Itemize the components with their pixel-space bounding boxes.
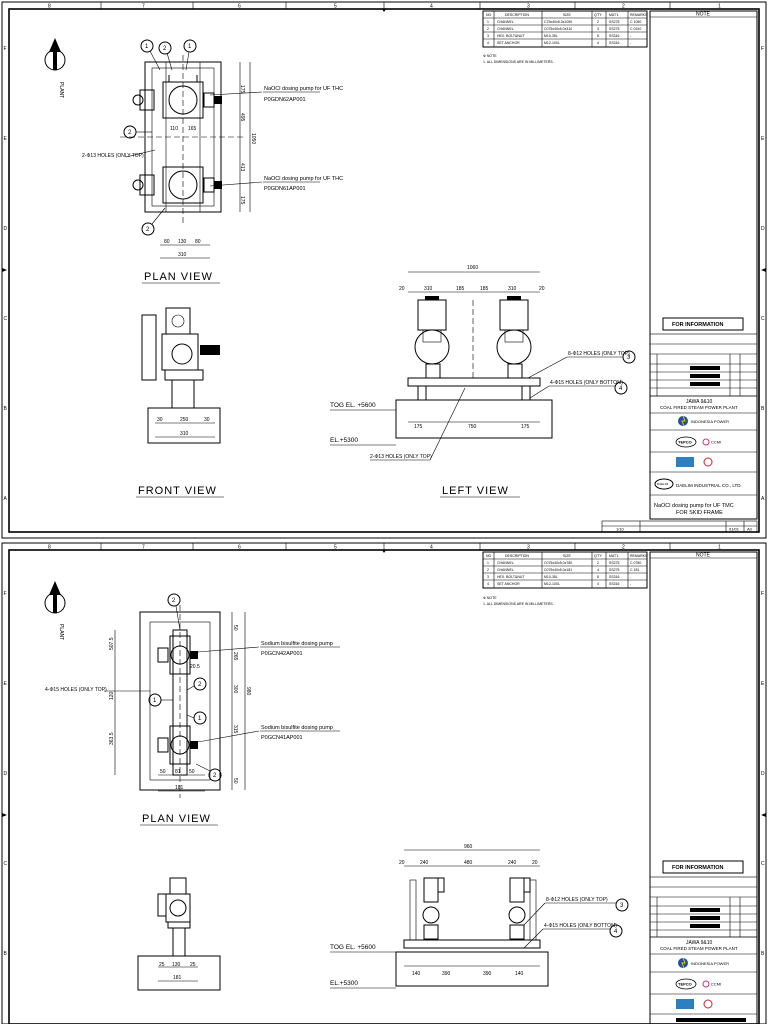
dim: 181 — [175, 785, 184, 791]
callout-3-text: 8-Φ12 HOLES (ONLY TOP) — [546, 897, 608, 903]
svg-text:3: 3 — [627, 355, 631, 361]
dim: 185 — [456, 286, 465, 292]
svg-text:2: 2 — [487, 27, 489, 31]
project-line-1: JAWA 9&10 — [686, 399, 713, 405]
svg-text:3: 3 — [487, 575, 489, 579]
project-line-2: COAL FIRED STEAM POWER PLANT — [660, 946, 738, 951]
dim: 30 — [204, 417, 210, 423]
col-marker: 7 — [142, 3, 145, 10]
col-marker: 2 — [622, 3, 625, 10]
plan-view-title: PLAN VIEW — [142, 813, 211, 825]
row-marker: A — [761, 496, 765, 502]
svg-text:C075x40x5.0x181: C075x40x5.0x181 — [544, 568, 573, 572]
dim: 130 — [178, 239, 187, 245]
svg-text:2: 2 — [213, 773, 217, 779]
dim: 165 — [188, 126, 197, 132]
col-marker: 6 — [238, 544, 241, 551]
dim: 1050 — [250, 133, 256, 145]
svg-text:SS316: SS316 — [609, 41, 620, 45]
dim: 30 — [157, 417, 163, 423]
row-marker: F — [761, 46, 765, 52]
left-view-title: LEFT VIEW — [442, 485, 509, 497]
col-marker: 3 — [527, 3, 530, 10]
note-text: 1. ALL DIMENSIONS ARE IN MILLIMETERS. — [483, 602, 554, 606]
col-marker: 2 — [622, 544, 625, 551]
dim: 20 — [399, 286, 405, 292]
svg-text:C75x40x5.0x1050: C75x40x5.0x1050 — [544, 20, 573, 24]
dim: 175 — [239, 196, 245, 205]
col-marker: 6 — [238, 3, 241, 10]
svg-text:CHANNEL: CHANNEL — [497, 20, 514, 24]
dim: 413 — [239, 163, 245, 172]
bom-row — [487, 582, 632, 586]
svg-text:SS275: SS275 — [609, 561, 620, 565]
dim: 175 — [239, 85, 245, 94]
row-marker: F — [761, 591, 765, 597]
svg-text:1: 1 — [487, 561, 489, 565]
bom-h: Q'TY — [594, 554, 602, 558]
svg-text:1: 1 — [145, 44, 149, 50]
pump2-tag: P0GDN62AP001 — [264, 97, 306, 103]
dim: 310 — [180, 431, 189, 437]
col-marker: 5 — [334, 544, 337, 551]
bom-h: REMARKS — [630, 13, 648, 17]
dim: 390 — [483, 971, 492, 977]
svg-text:-: - — [630, 575, 632, 579]
svg-text:CHANNEL: CHANNEL — [497, 27, 514, 31]
dim: 181 — [173, 975, 182, 981]
scale: 1/10 — [616, 526, 624, 532]
pump2-label: Sodium bisulfite dosing pump — [261, 641, 333, 647]
bom-h: SIZE — [563, 13, 571, 17]
svg-text:C 0310: C 0310 — [630, 27, 642, 31]
pump2-label: NaOCl dosing pump for UF THC — [264, 86, 344, 92]
north-label: PLANT — [58, 624, 64, 641]
bom-h: REMARKS — [630, 554, 648, 558]
bom-h: NO — [486, 13, 492, 17]
dim: 495 — [239, 113, 245, 122]
dim: 20 — [532, 860, 538, 866]
bom-h: Q'TY — [594, 13, 602, 17]
svg-text:SS316: SS316 — [609, 575, 620, 579]
company-text: DAELIM INDUSTRIAL CO., LTD. — [676, 483, 742, 488]
dim: 310 — [178, 252, 187, 258]
dim: 140 — [412, 971, 421, 977]
callout-3-text: 8-Φ12 HOLES (ONLY TOP) — [568, 351, 630, 357]
dim: 81 — [175, 769, 181, 775]
elevation: EL.+5300 — [330, 980, 359, 987]
sheet-number: 01/01 — [729, 526, 740, 532]
north-label: PLANT — [58, 82, 64, 99]
dim: 20.5 — [190, 664, 200, 670]
for-information-stamp: FOR INFORMATION — [672, 865, 724, 871]
row-marker: A — [3, 496, 7, 502]
bom-row — [487, 561, 641, 565]
dim: 185 — [480, 286, 489, 292]
note-header: NOTE — [696, 11, 710, 18]
dim: 980 — [245, 687, 251, 696]
row-marker: C — [761, 861, 765, 867]
pump2-tag: P0GCN42AP001 — [261, 651, 303, 657]
svg-text:SS316: SS316 — [609, 582, 620, 586]
svg-text:2: 2 — [597, 561, 599, 565]
svg-text:3: 3 — [620, 903, 624, 909]
svg-text:M12-100L: M12-100L — [544, 582, 560, 586]
svg-text:HEX. BOLT&NUT: HEX. BOLT&NUT — [497, 34, 525, 38]
bom-row — [487, 568, 639, 572]
svg-text:SS275: SS275 — [609, 568, 620, 572]
dim: 363.5 — [109, 732, 115, 745]
callout-2-text: 2-Φ13 HOLES (ONLY TOP) — [370, 454, 432, 460]
svg-text:2: 2 — [128, 130, 132, 136]
bom-row — [487, 20, 641, 24]
svg-text:2: 2 — [487, 568, 489, 572]
col-marker: 1 — [718, 3, 721, 10]
svg-text:SS275: SS275 — [609, 27, 620, 31]
row-marker: D — [3, 226, 8, 232]
svg-text:2: 2 — [146, 227, 150, 233]
svg-text:CHANNEL: CHANNEL — [497, 568, 514, 572]
row-marker: E — [761, 136, 765, 142]
dim: 310 — [424, 286, 433, 292]
svg-text:1: 1 — [487, 20, 489, 24]
plan-view-title: PLAN VIEW — [144, 271, 213, 283]
col-marker: 8 — [48, 3, 51, 10]
row-marker: B — [3, 951, 7, 957]
revision: A0 — [747, 526, 752, 532]
dim: 80 — [195, 239, 201, 245]
dim: 110 — [170, 126, 178, 132]
holes-label: 4-Φ15 HOLES (ONLY TOP) — [45, 687, 107, 693]
bom-h: NO — [486, 554, 492, 558]
pln-logo-text: INDONESIA POWER — [691, 419, 730, 424]
svg-text:C075x40x5.0x780: C075x40x5.0x780 — [544, 561, 573, 565]
elevation: EL.+5300 — [330, 437, 359, 444]
dim: 960 — [464, 844, 473, 850]
row-marker: E — [761, 681, 765, 687]
dim: 50 — [232, 625, 238, 631]
svg-text:4: 4 — [487, 582, 489, 586]
holes-label: 2-Φ13 HOLES (ONLY TOP) — [82, 153, 144, 159]
svg-text:3: 3 — [597, 27, 599, 31]
dim: 50 — [232, 778, 238, 784]
svg-text:3: 3 — [487, 34, 489, 38]
row-marker: B — [3, 406, 7, 412]
row-marker: F — [3, 591, 7, 597]
pln-logo-text: INDONESIA POWER — [691, 961, 730, 966]
dim: 140 — [515, 971, 524, 977]
dim: 300 — [232, 685, 238, 694]
svg-text:TEPCO: TEPCO — [678, 439, 692, 445]
svg-text:8: 8 — [597, 34, 599, 38]
bom-h: MAT'L — [609, 13, 619, 17]
dim: 240 — [420, 860, 429, 866]
svg-text:CCMI: CCMI — [711, 981, 722, 987]
svg-text:SS316: SS316 — [609, 34, 620, 38]
bom-row — [487, 41, 632, 45]
dim: 25 — [159, 962, 165, 968]
dim: 265 — [232, 652, 238, 661]
dim: 310 — [508, 286, 517, 292]
col-marker: 1 — [718, 544, 721, 551]
col-marker: 8 — [48, 544, 51, 551]
svg-text:C 181: C 181 — [630, 568, 640, 572]
bom-h: DESCRIPTION — [505, 13, 529, 17]
col-marker: 4 — [430, 544, 433, 551]
svg-text:8: 8 — [597, 575, 599, 579]
row-marker: F — [3, 46, 7, 52]
svg-text:CCMI: CCMI — [711, 439, 722, 445]
dim: 507.5 — [109, 637, 115, 650]
svg-text:-: - — [630, 34, 632, 38]
svg-text:C 0780: C 0780 — [630, 561, 642, 565]
pump1-label: Sodium bisulfite dosing pump — [261, 725, 333, 731]
dim: 20 — [539, 286, 545, 292]
pump1-tag: P0GDN61AP001 — [264, 186, 306, 192]
svg-text:DAELIM: DAELIM — [657, 482, 669, 486]
dim: 390 — [442, 971, 451, 977]
col-marker: 7 — [142, 544, 145, 551]
front-view-title: FRONT VIEW — [138, 485, 217, 497]
row-marker: E — [3, 136, 7, 142]
row-marker: D — [761, 226, 765, 232]
svg-text:4: 4 — [597, 41, 599, 45]
pump1-tag: P0GCN41AP001 — [261, 735, 303, 741]
row-marker: B — [761, 951, 765, 957]
svg-text:2: 2 — [597, 20, 599, 24]
project-line-1: JAWA 9&10 — [686, 940, 713, 946]
dim: 50 — [160, 769, 166, 775]
note-heading: ※ NOTE — [483, 54, 497, 58]
row-marker: C — [3, 861, 8, 867]
dim: 20 — [399, 860, 405, 866]
note-text: 1. ALL DIMENSIONS ARE IN MILLIMETERS. — [483, 60, 554, 64]
row-marker: C — [3, 316, 8, 322]
svg-text:-: - — [630, 41, 632, 45]
svg-text:4: 4 — [597, 568, 599, 572]
pln-logo-icon — [678, 416, 688, 426]
pln-logo-icon — [678, 958, 688, 968]
row-marker: B — [761, 406, 765, 412]
note-header: NOTE — [696, 552, 710, 559]
svg-text:SS275: SS275 — [609, 20, 620, 24]
svg-text:M10-35L: M10-35L — [544, 575, 558, 579]
dim: 1060 — [467, 265, 479, 271]
row-marker: C — [761, 316, 765, 322]
svg-text:CHANNEL: CHANNEL — [497, 561, 514, 565]
callout-4-text: 4-Φ15 HOLES (ONLY BOTTOM) — [544, 923, 617, 929]
project-line-2: COAL FIRED STEAM POWER PLANT — [660, 405, 738, 410]
col-marker: 5 — [334, 3, 337, 10]
dim: 120 — [109, 691, 115, 700]
svg-text:4: 4 — [597, 582, 599, 586]
drawing-title-1: NaOCl dosing pump for UF TMC — [654, 503, 734, 509]
dim: 80 — [164, 239, 170, 245]
dim: 250 — [180, 417, 189, 423]
col-marker: 3 — [527, 544, 530, 551]
drawing-title-2: FOR SKID FRAME — [676, 510, 723, 516]
tog-elevation: TOG EL. +5600 — [330, 402, 376, 409]
svg-text:1: 1 — [188, 44, 192, 50]
svg-text:2: 2 — [198, 682, 202, 688]
dim: 175 — [414, 424, 423, 430]
row-marker: D — [761, 771, 765, 777]
for-information-stamp: FOR INFORMATION — [672, 322, 724, 328]
svg-text:1: 1 — [153, 698, 157, 704]
dim: 480 — [464, 860, 473, 866]
bom-h: MAT'L — [609, 554, 619, 558]
svg-text:1: 1 — [198, 716, 202, 722]
svg-text:SET ANCHOR: SET ANCHOR — [497, 582, 520, 586]
dim: 25 — [190, 962, 196, 968]
svg-text:TEPCO: TEPCO — [678, 981, 692, 987]
dim: 130 — [172, 962, 181, 968]
row-marker: E — [3, 681, 7, 687]
svg-text:4: 4 — [487, 41, 489, 45]
bom-h: DESCRIPTION — [505, 554, 529, 558]
callout-4-text: 4-Φ15 HOLES (ONLY BOTTOM) — [550, 380, 623, 386]
dim: 750 — [468, 424, 477, 430]
svg-text:SET ANCHOR: SET ANCHOR — [497, 41, 520, 45]
tog-elevation: TOG EL. +5600 — [330, 944, 376, 951]
row-marker: D — [3, 771, 8, 777]
dim: 240 — [508, 860, 517, 866]
svg-text:-: - — [630, 582, 632, 586]
dim: 315 — [232, 725, 238, 734]
col-marker: 4 — [430, 3, 433, 10]
pump1-label: NaOCl dosing pump for UF THC — [264, 176, 344, 182]
note-heading: ※ NOTE — [483, 596, 497, 600]
bom-h: SIZE — [563, 554, 571, 558]
svg-text:2: 2 — [163, 46, 167, 52]
bom-row — [487, 27, 641, 31]
svg-text:M12-100L: M12-100L — [544, 41, 560, 45]
svg-text:4: 4 — [619, 386, 623, 392]
svg-text:M10-35L: M10-35L — [544, 34, 558, 38]
svg-text:4: 4 — [614, 929, 618, 935]
dim: 175 — [521, 424, 530, 430]
svg-text:C 1050: C 1050 — [630, 20, 642, 24]
svg-text:HEX. BOLT&NUT: HEX. BOLT&NUT — [497, 575, 525, 579]
svg-text:2: 2 — [172, 598, 176, 604]
dim: 50 — [189, 769, 195, 775]
svg-text:C075x40x5.0x310: C075x40x5.0x310 — [544, 27, 573, 31]
